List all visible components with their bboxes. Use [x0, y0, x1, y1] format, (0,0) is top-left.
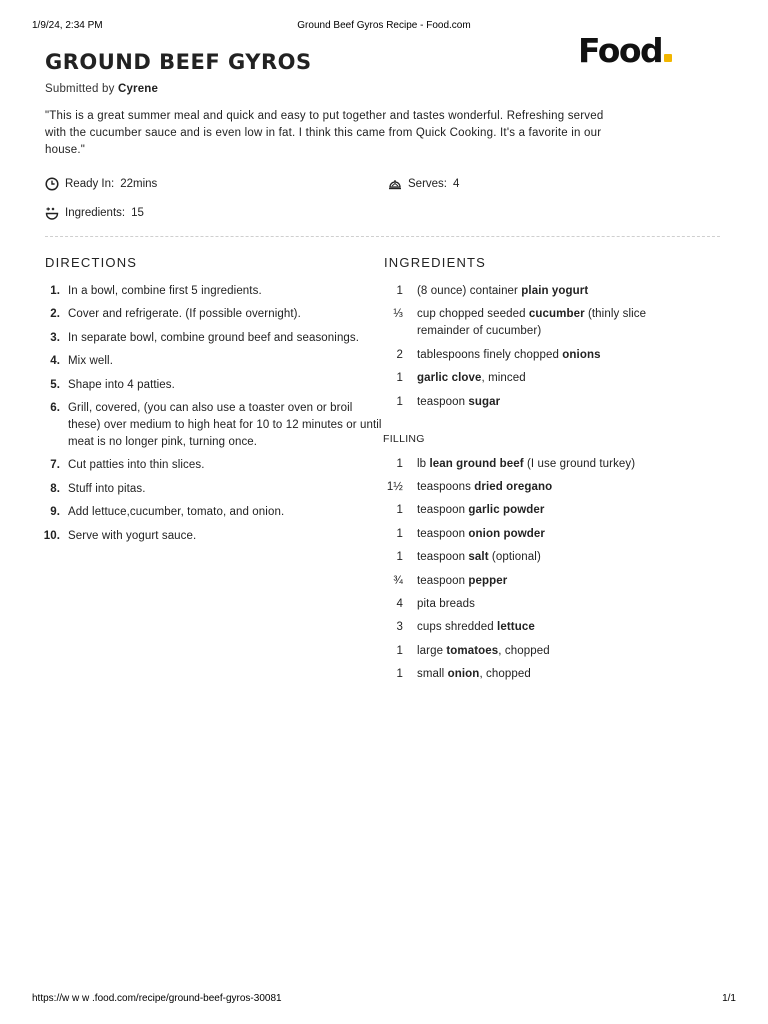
ready-in-label: Ready In:	[65, 178, 115, 190]
ingredient-item	[383, 643, 683, 660]
ingredient-name[interactable]: garlic clove	[417, 372, 482, 385]
ingredient-detail: (8 ounce) container	[417, 285, 522, 297]
ingredient-detail: large	[417, 644, 447, 657]
ingredient-qty: 1	[396, 285, 403, 297]
print-footer	[32, 993, 736, 1007]
ingredients-list	[383, 283, 683, 689]
food-logo[interactable]	[578, 31, 672, 70]
step-number: 3.	[50, 331, 60, 344]
ingredient-item	[383, 479, 683, 496]
print-page-number: 1/1	[722, 993, 736, 1004]
ingredient-detail: teaspoon	[417, 395, 469, 408]
ready-in	[45, 177, 157, 191]
ingredient-text	[417, 306, 679, 340]
ingredient-item	[383, 283, 683, 300]
direction-step	[38, 283, 383, 300]
step-text: Grill, covered, (you can also use a toaster oven or broil these) over medium to high heat for 10 to 12 minutes or until meat is no longer pink, turning once.	[68, 401, 382, 448]
ingredient-item	[383, 619, 683, 636]
ingredient-item	[383, 347, 683, 364]
section-divider	[45, 236, 720, 237]
ingredient-item	[383, 666, 683, 683]
ingredient-detail: (thinly slice remainder of cucumber)	[417, 308, 647, 338]
ready-in-value: 22mins	[120, 178, 158, 190]
print-datetime: 1/9/24, 2:34 PM	[32, 20, 103, 31]
ingredient-detail: teaspoon	[417, 504, 469, 517]
ingredient-name[interactable]: onions	[562, 348, 601, 361]
direction-step	[38, 481, 383, 498]
ingredients-count-value: 15	[131, 207, 144, 219]
ingredient-item	[383, 394, 683, 411]
ingredient-qty: 4	[396, 597, 403, 610]
step-number: 8.	[50, 482, 60, 495]
directions-heading: DIRECTIONS	[45, 255, 138, 270]
ingredient-item	[383, 370, 683, 387]
direction-step	[38, 377, 383, 394]
ingredient-text	[417, 643, 679, 660]
ingredient-qty: ¾	[393, 574, 403, 587]
ingredient-text	[417, 347, 679, 364]
ingredient-name[interactable]: onion	[447, 668, 480, 681]
ingredient-name[interactable]: dried oregano	[474, 480, 553, 493]
ingredients-icon	[45, 206, 59, 220]
ingredient-detail: teaspoon	[417, 527, 469, 540]
ingredient-detail: teaspoons	[417, 480, 475, 493]
ingredient-qty: 1	[396, 504, 403, 517]
ingredient-name[interactable]: tomatoes	[446, 644, 499, 657]
step-number: 10.	[43, 529, 60, 542]
step-text: Cut patties into thin slices.	[68, 459, 205, 472]
step-text: Cover and refrigerate. (If possible overnight).	[68, 308, 301, 321]
direction-step	[38, 457, 383, 474]
directions-list	[38, 283, 383, 551]
submitted-prefix: Submitted by	[45, 83, 115, 95]
step-text: Add lettuce,cucumber, tomato, and onion.	[68, 506, 285, 519]
ingredient-detail: cups shredded	[417, 621, 498, 634]
direction-step	[38, 330, 383, 347]
ingredient-detail: , chopped	[498, 644, 550, 657]
ingredient-text	[417, 394, 679, 411]
recipe-title: GROUND BEEF GYROS	[45, 50, 312, 74]
step-number: 5.	[50, 378, 60, 391]
ingredient-item	[383, 549, 683, 566]
serves-label: Serves:	[408, 178, 447, 190]
step-text: Serve with yogurt sauce.	[68, 529, 197, 542]
step-number: 4.	[50, 355, 60, 368]
clock-icon	[45, 177, 59, 191]
ingredient-qty: ⅓	[393, 308, 403, 321]
step-text: Stuff into pitas.	[68, 482, 146, 495]
ingredient-name[interactable]: lean ground beef	[429, 457, 524, 470]
ingredient-text	[417, 596, 679, 613]
ingredient-detail: , chopped	[479, 668, 531, 681]
direction-step	[38, 528, 383, 545]
ingredients-heading: INGREDIENTS	[384, 255, 487, 270]
ingredient-name[interactable]: plain yogurt	[521, 285, 589, 297]
step-text: In a bowl, combine first 5 ingredients.	[68, 285, 262, 297]
ingredient-text	[417, 619, 679, 636]
ingredient-item	[383, 526, 683, 543]
ingredient-item	[383, 502, 683, 519]
ingredient-detail: (optional)	[488, 551, 541, 564]
ingredient-item	[383, 306, 683, 340]
author-name[interactable]: Cyrene	[117, 83, 159, 95]
serving-dome-icon	[388, 177, 402, 191]
ingredient-text	[417, 502, 679, 519]
ingredient-name[interactable]: sugar	[468, 395, 501, 408]
direction-step	[38, 353, 383, 370]
ingredient-name[interactable]: garlic powder	[468, 504, 545, 517]
step-number: 7.	[50, 459, 60, 472]
ingredient-text	[417, 526, 679, 543]
ingredient-name[interactable]: salt	[468, 551, 489, 564]
logo-text: Food	[578, 31, 663, 70]
ingredients-count	[45, 206, 144, 220]
ingredient-detail: , minced	[481, 372, 526, 385]
ingredient-detail: tablespoons finely chopped	[417, 348, 563, 361]
ingredient-item	[383, 456, 683, 473]
print-url: https://w w w .food.com/recipe/ground-beef-gyros-30081	[32, 993, 282, 1004]
serves-value: 4	[453, 178, 460, 190]
ingredient-name[interactable]: lettuce	[497, 621, 535, 634]
step-text: Mix well.	[68, 355, 113, 368]
ingredient-detail: (I use ground turkey)	[523, 457, 636, 470]
ingredient-qty: 1	[396, 395, 403, 408]
ingredient-qty: 3	[396, 621, 403, 634]
ingredient-text	[417, 283, 679, 300]
ingredient-item	[383, 573, 683, 590]
step-number: 2.	[50, 308, 60, 321]
step-number: 1.	[50, 285, 60, 297]
recipe-description: "This is a great summer meal and quick and easy to put together and tastes wonderful. Refreshing served with the cucumber sauce and is even low in fat. I think this came from Quick Cooking. It's a favorite in our house."	[45, 110, 604, 156]
ingredient-detail: teaspoon	[417, 574, 469, 587]
submitted-by	[45, 83, 158, 95]
ingredient-detail: teaspoon	[417, 551, 469, 564]
ingredient-qty: 1½	[386, 480, 403, 493]
ingredient-text	[417, 666, 679, 683]
ingredients-count-label: Ingredients:	[65, 207, 126, 219]
ingredient-text	[417, 479, 679, 496]
direction-step	[38, 400, 383, 451]
ingredient-qty: 1	[396, 372, 403, 385]
direction-step	[38, 504, 383, 521]
step-number: 6.	[50, 401, 60, 414]
ingredient-detail: small	[417, 668, 448, 681]
ingredient-qty: 1	[396, 551, 403, 564]
step-text: Shape into 4 patties.	[68, 378, 175, 391]
ingredient-item	[383, 596, 683, 613]
ingredient-qty: 1	[396, 457, 403, 470]
ingredient-qty: 1	[396, 527, 403, 540]
direction-step	[38, 306, 383, 323]
ingredient-qty: 2	[396, 348, 403, 361]
step-text: In separate bowl, combine ground beef and seasonings.	[68, 331, 360, 344]
ingredient-text	[417, 370, 679, 387]
print-page-title: Ground Beef Gyros Recipe - Food.com	[297, 20, 471, 31]
ingredient-text	[417, 573, 679, 590]
ingredient-detail: cup chopped seeded	[417, 308, 529, 321]
ingredient-text	[417, 456, 679, 473]
step-number: 9.	[50, 506, 60, 519]
ingredient-qty: 1	[396, 644, 403, 657]
ingredient-qty: 1	[396, 668, 403, 681]
logo-dot-icon	[664, 54, 672, 62]
ingredient-name[interactable]: onion powder	[468, 527, 546, 540]
ingredient-detail: pita breads	[417, 597, 475, 610]
ingredient-text	[417, 549, 679, 566]
ingredient-name[interactable]: cucumber	[528, 308, 585, 321]
serves	[388, 177, 459, 191]
ingredient-name[interactable]: pepper	[468, 574, 508, 587]
ingredient-detail: lb	[417, 457, 430, 470]
ingredient-group-heading: FILLING	[383, 432, 425, 445]
